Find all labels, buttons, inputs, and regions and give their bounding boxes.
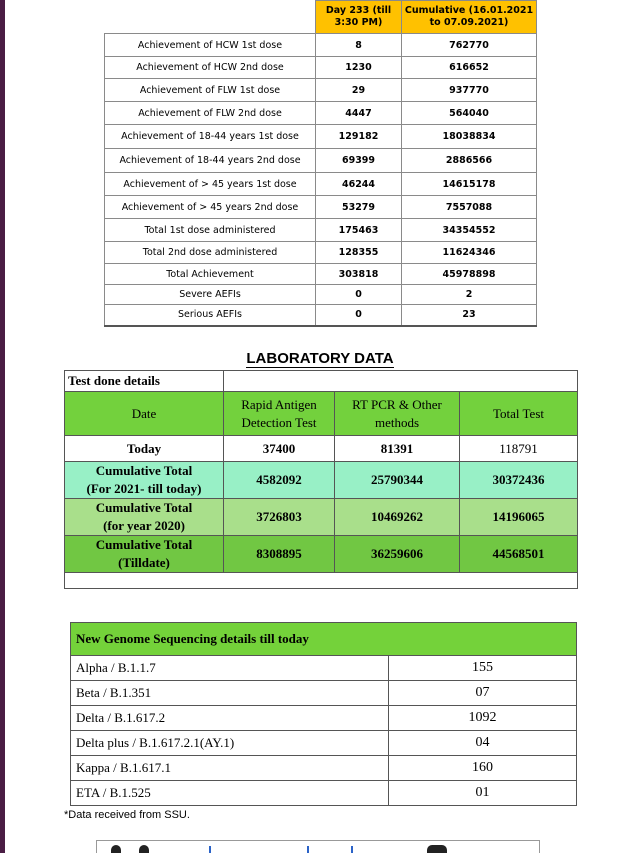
laboratory-title (0, 350, 640, 367)
header-day-cell (316, 1, 402, 34)
row-label: Achievement of 18-44 years 2nd dose (105, 149, 316, 173)
row-cumulative-value: 937770 (402, 79, 537, 102)
vaccination-row (105, 285, 537, 305)
row-cumulative-value: 23 (402, 305, 537, 326)
vaccination-row (105, 102, 537, 125)
row-date-label (65, 499, 224, 536)
row-rapid-value: 3726803 (224, 499, 335, 536)
row-day-value: 53279 (316, 196, 402, 219)
row-day-value: 1230 (316, 57, 402, 79)
row-cumulative-value: 34354552 (402, 219, 537, 242)
row-label: Severe AEFIs (105, 285, 316, 305)
row-label: Total 1st dose administered (105, 219, 316, 242)
laboratory-caption-row (65, 371, 578, 392)
header-rt-pcr (335, 392, 460, 436)
header-rtpcr-line1: RT PCR & Other (352, 396, 442, 412)
row-label: Achievement of HCW 1st dose (105, 34, 316, 57)
variant-count: 07 (389, 681, 577, 706)
variant-name: Delta plus / B.1.617.2.1(AY.1) (71, 731, 389, 756)
row-rtpcr-value: 36259606 (335, 536, 460, 573)
laboratory-spacer-row (65, 573, 578, 589)
variant-name: ETA / B.1.525 (71, 781, 389, 806)
row-label: Achievement of FLW 1st dose (105, 79, 316, 102)
row-label: Total Achievement (105, 264, 316, 285)
row-label: Achievement of > 45 years 1st dose (105, 173, 316, 196)
row-total-value: 118791 (460, 436, 578, 462)
row-cumulative-value: 7557088 (402, 196, 537, 219)
person-icon (111, 845, 121, 853)
cropped-banner-strip (96, 840, 540, 853)
figure-icon (307, 846, 309, 853)
row-label: Achievement of > 45 years 2nd dose (105, 196, 316, 219)
genome-row (71, 681, 577, 706)
variant-count: 04 (389, 731, 577, 756)
spacer-cell (65, 573, 578, 589)
row-date-line1: Today (126, 440, 162, 456)
laboratory-caption: Test done details (65, 371, 224, 392)
figure-icon (209, 846, 211, 853)
header-day-label: Day 233 (till 3:30 PM) (325, 5, 392, 28)
header-rapid-antigen (224, 392, 335, 436)
vaccination-row (105, 219, 537, 242)
row-cumulative-value: 616652 (402, 57, 537, 79)
caption-blank-cell (224, 371, 578, 392)
vaccination-row (105, 34, 537, 57)
genome-row (71, 706, 577, 731)
laboratory-row-cumulative-2020 (65, 499, 578, 536)
row-cumulative-value: 762770 (402, 34, 537, 57)
row-cumulative-value: 18038834 (402, 125, 537, 149)
row-total-value: 14196065 (460, 499, 578, 536)
header-cumulative-cell (402, 1, 537, 34)
variant-count: 01 (389, 781, 577, 806)
row-label: Total 2nd dose administered (105, 242, 316, 264)
row-day-value: 0 (316, 305, 402, 326)
vaccination-row (105, 57, 537, 79)
vaccination-row (105, 305, 537, 326)
person-icon (139, 845, 149, 853)
row-rapid-value: 4582092 (224, 462, 335, 499)
header-cumulative-label: Cumulative (16.01.2021 to 07.09.2021) (404, 5, 534, 28)
variant-name: Alpha / B.1.1.7 (71, 656, 389, 681)
row-total-value: 30372436 (460, 462, 578, 499)
variant-count: 155 (389, 656, 577, 681)
row-date-line2: (For 2021- till today) (86, 481, 202, 496)
header-total-test (460, 392, 578, 436)
variant-name: Delta / B.1.617.2 (71, 706, 389, 731)
row-total-value: 44568501 (460, 536, 578, 573)
row-date-label (65, 536, 224, 573)
row-date-label (65, 436, 224, 462)
genome-header-row (71, 623, 577, 656)
row-cumulative-value: 564040 (402, 102, 537, 125)
laboratory-header-row (65, 392, 578, 436)
vaccination-row (105, 149, 537, 173)
vaccination-table (104, 0, 537, 327)
vaccination-row (105, 173, 537, 196)
laboratory-row-cumulative-2021 (65, 462, 578, 499)
row-date-label (65, 462, 224, 499)
header-date-label: Date (131, 405, 157, 421)
row-date-line2: (Tilldate) (118, 555, 170, 570)
genome-row (71, 731, 577, 756)
shape-icon (427, 845, 447, 853)
page-edge-bar (0, 0, 5, 853)
vaccination-row (105, 125, 537, 149)
genome-row (71, 656, 577, 681)
vaccination-row (105, 264, 537, 285)
variant-count: 160 (389, 756, 577, 781)
row-rtpcr-value: 10469262 (335, 499, 460, 536)
row-rtpcr-value: 81391 (335, 436, 460, 462)
row-date-line2: (for year 2020) (103, 518, 185, 533)
row-cumulative-value: 2886566 (402, 149, 537, 173)
laboratory-table (64, 370, 578, 589)
vaccination-header-row (105, 1, 537, 34)
row-day-value: 303818 (316, 264, 402, 285)
row-day-value: 128355 (316, 242, 402, 264)
row-day-value: 29 (316, 79, 402, 102)
genome-row (71, 756, 577, 781)
row-date-line1: Cumulative Total (95, 500, 193, 515)
genome-title: New Genome Sequencing details till today (71, 623, 577, 656)
row-rapid-value: 8308895 (224, 536, 335, 573)
data-source-footnote: *Data received from SSU. (64, 809, 190, 821)
genome-table (70, 622, 577, 806)
vaccination-row (105, 196, 537, 219)
header-blank-cell (105, 1, 316, 34)
row-rapid-value: 37400 (224, 436, 335, 462)
row-cumulative-value: 2 (402, 285, 537, 305)
laboratory-title-text: LABORATORY DATA (246, 350, 394, 367)
row-day-value: 129182 (316, 125, 402, 149)
row-cumulative-value: 14615178 (402, 173, 537, 196)
row-label: Achievement of 18-44 years 1st dose (105, 125, 316, 149)
laboratory-row-today (65, 436, 578, 462)
row-day-value: 69399 (316, 149, 402, 173)
genome-row (71, 781, 577, 806)
header-total-label: Total Test (492, 405, 545, 421)
row-day-value: 4447 (316, 102, 402, 125)
row-day-value: 46244 (316, 173, 402, 196)
laboratory-row-cumulative-tilldate (65, 536, 578, 573)
header-rapid-line2: Detection Test (241, 414, 317, 430)
row-label: Achievement of HCW 2nd dose (105, 57, 316, 79)
row-cumulative-value: 45978898 (402, 264, 537, 285)
row-label: Achievement of FLW 2nd dose (105, 102, 316, 125)
variant-count: 1092 (389, 706, 577, 731)
variant-name: Kappa / B.1.617.1 (71, 756, 389, 781)
figure-icon (351, 846, 353, 853)
row-day-value: 8 (316, 34, 402, 57)
row-rtpcr-value: 25790344 (335, 462, 460, 499)
row-label: Serious AEFIs (105, 305, 316, 326)
header-rtpcr-line2: methods (374, 414, 420, 430)
vaccination-row (105, 242, 537, 264)
row-cumulative-value: 11624346 (402, 242, 537, 264)
row-day-value: 0 (316, 285, 402, 305)
row-date-line1: Cumulative Total (95, 537, 193, 552)
row-day-value: 175463 (316, 219, 402, 242)
row-date-line1: Cumulative Total (95, 463, 193, 478)
header-rapid-line1: Rapid Antigen (241, 396, 317, 412)
vaccination-row (105, 79, 537, 102)
variant-name: Beta / B.1.351 (71, 681, 389, 706)
header-date (65, 392, 224, 436)
